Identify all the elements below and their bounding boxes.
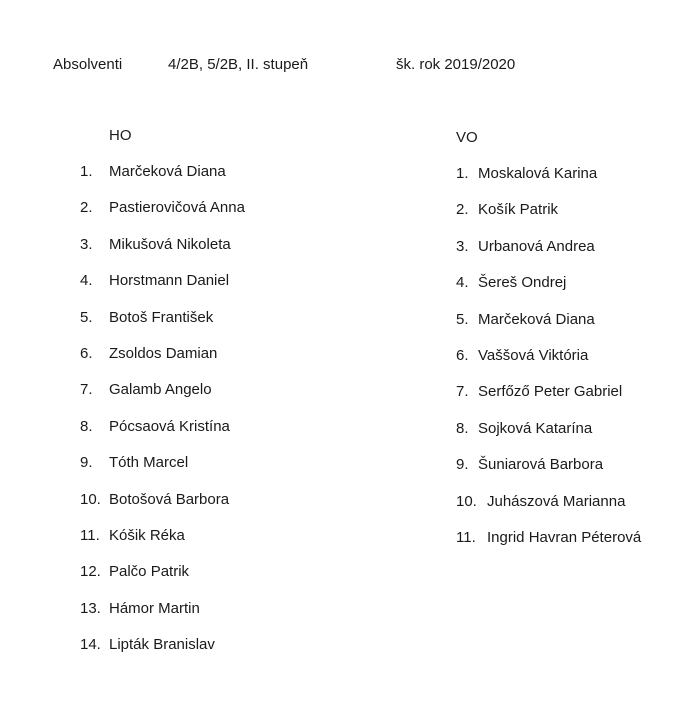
list-item xyxy=(80,345,245,381)
item-name: Hámor Martin xyxy=(109,599,200,617)
item-number: 14. xyxy=(80,636,101,654)
list-item xyxy=(456,311,641,347)
item-name: Pastierovičová Anna xyxy=(109,199,245,217)
list-item xyxy=(456,493,641,529)
item-name: Tóth Marcel xyxy=(109,454,189,472)
list-item xyxy=(456,420,641,456)
item-number: 9. xyxy=(456,456,469,474)
item-number: 8. xyxy=(456,419,469,437)
item-name: Sojková Katarína xyxy=(478,419,593,437)
item-name: Horstmann Daniel xyxy=(109,272,230,290)
item-name: Šuniarová Barbora xyxy=(478,456,604,474)
item-name: Mikušová Nikoleta xyxy=(109,235,231,253)
list-item xyxy=(456,201,641,237)
item-number: 5. xyxy=(80,308,93,326)
list-item xyxy=(456,165,641,201)
list-item xyxy=(80,636,245,672)
item-name: Moskalová Karina xyxy=(478,165,598,182)
ho-heading: HO xyxy=(109,127,132,144)
item-name: Marčeková Diana xyxy=(478,310,595,328)
classes-label: 4/2B, 5/2B, II. stupeň xyxy=(168,56,309,73)
item-number: 8. xyxy=(80,417,93,435)
school-year-label: šk. rok 2019/2020 xyxy=(396,56,516,73)
item-name: Vaššová Viktória xyxy=(478,346,589,364)
item-number: 3. xyxy=(456,237,469,255)
item-number: 4. xyxy=(80,272,93,290)
item-number: 6. xyxy=(456,346,469,364)
item-name: Juhászová Marianna xyxy=(487,492,626,510)
item-number: 11. xyxy=(80,526,100,544)
vo-list xyxy=(456,165,641,565)
vo-heading: VO xyxy=(456,129,478,146)
list-item xyxy=(80,600,245,636)
list-item xyxy=(456,274,641,310)
list-item xyxy=(80,309,245,345)
list-item xyxy=(456,347,641,383)
item-number: 7. xyxy=(80,381,93,399)
item-name: Marčeková Diana xyxy=(109,163,226,180)
item-name: Pócsaová Kristína xyxy=(109,417,230,435)
list-item xyxy=(80,236,245,272)
list-item xyxy=(80,527,245,563)
list-item xyxy=(80,381,245,417)
item-name: Urbanová Andrea xyxy=(478,237,595,255)
list-item xyxy=(456,456,641,492)
item-number: 2. xyxy=(456,201,469,219)
item-name: Serfőző Peter Gabriel xyxy=(478,383,623,401)
list-item xyxy=(456,238,641,274)
list-item xyxy=(80,563,245,599)
list-item xyxy=(456,383,641,419)
item-name: Palčo Patrik xyxy=(109,563,190,581)
item-name: Košík Patrik xyxy=(478,201,559,219)
item-name: Šereš Ondrej xyxy=(478,274,567,292)
item-number: 10. xyxy=(456,492,477,510)
item-name: Botošová Barbora xyxy=(109,490,230,508)
list-item xyxy=(80,163,245,199)
item-number: 7. xyxy=(456,383,469,401)
item-number: 13. xyxy=(80,599,101,617)
item-number: 4. xyxy=(456,274,469,292)
list-item xyxy=(80,454,245,490)
list-item xyxy=(80,491,245,527)
ho-list xyxy=(80,163,245,672)
list-item xyxy=(80,199,245,235)
item-number: 1. xyxy=(80,163,93,180)
item-number: 6. xyxy=(80,344,93,362)
item-name: Lipták Branislav xyxy=(109,636,215,654)
item-number: 10. xyxy=(80,490,101,508)
list-item xyxy=(456,529,641,565)
item-number: 12. xyxy=(80,563,101,581)
item-number: 2. xyxy=(80,199,93,217)
document-title: Absolventi xyxy=(53,56,123,73)
list-item xyxy=(80,272,245,308)
item-name: Kóšik Réka xyxy=(109,526,185,544)
item-name: Ingrid Havran Péterová xyxy=(487,528,642,546)
item-number: 5. xyxy=(456,310,469,328)
item-name: Zsoldos Damian xyxy=(109,344,218,362)
item-number: 9. xyxy=(80,454,93,472)
item-number: 1. xyxy=(456,165,469,182)
list-item xyxy=(80,418,245,454)
item-name: Galamb Angelo xyxy=(109,381,212,399)
item-number: 3. xyxy=(80,235,93,253)
item-number: 11. xyxy=(456,528,476,546)
item-name: Botoš František xyxy=(109,308,214,326)
